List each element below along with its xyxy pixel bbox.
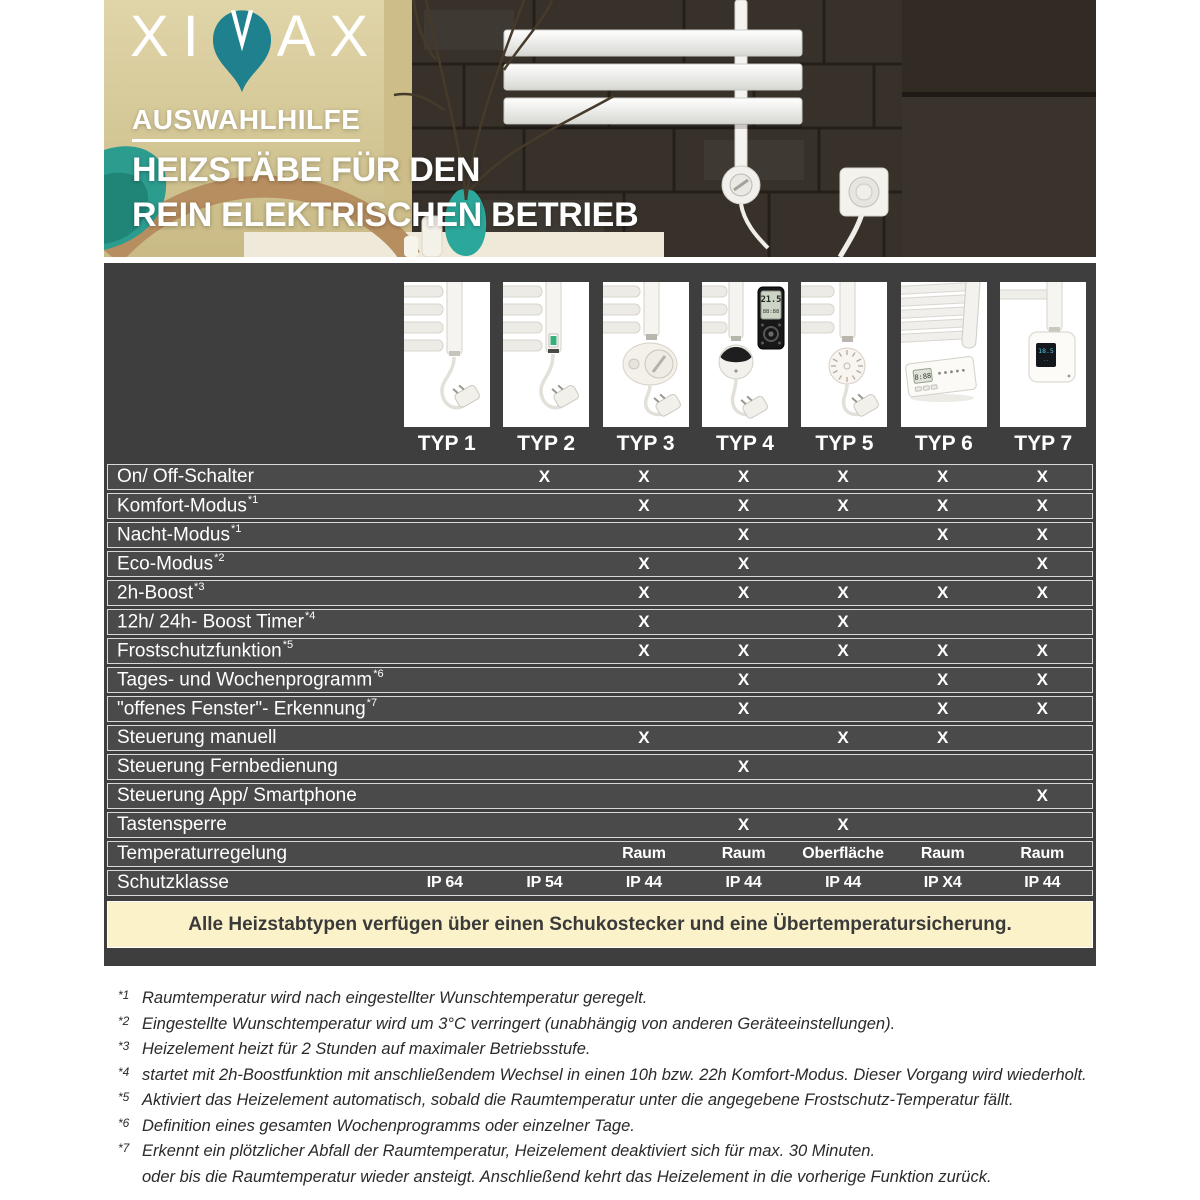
cell-typ5: IP 44 [825,874,862,891]
type-label-row [107,427,1093,461]
footnote-ref: *7 [366,696,378,709]
cell-typ5: X [837,612,849,631]
row-label: Temperaturregelung [117,843,288,864]
cell-typ4: X [737,583,750,602]
hero-banner [104,0,1096,257]
cell-typ5: X [837,496,849,515]
product-image-typ2 [496,282,595,427]
column-header-typ2: TYP 2 [517,432,576,455]
typ3-heating-rod-illustration [603,282,689,427]
feature-row-8 [107,696,1093,722]
logo-text-right: AX [276,4,383,69]
footnote-marker: *1 [118,988,130,1002]
typ2-led-indicator [551,336,557,345]
typ6-control-panel-illustration [901,282,987,427]
svg-text:8:88: 8:88 [913,371,932,382]
cell-typ6: X [937,699,949,718]
cell-typ6: X [937,467,949,486]
row-label: 2h-Boost$^{*3}$ [117,580,205,604]
cell-typ4: X [737,496,750,515]
row-label: "offenes Fenster"- Erkennung$^{*7}$ [117,696,378,720]
cell-typ4: Raum [721,845,766,862]
cell-typ7: X [1036,554,1048,573]
column-header-typ5: TYP 5 [815,432,874,455]
product-image-typ5 [795,282,894,427]
footnote-ref: *1 [231,522,242,535]
row-label: Komfort-Modus$^{*1}$ [117,493,259,517]
cell-typ3: X [638,554,650,573]
feature-row-14 [107,870,1093,896]
column-header-typ1: TYP 1 [417,432,476,455]
cell-typ4: X [737,554,750,573]
cell-typ7: X [1036,670,1048,689]
cell-typ6: X [937,525,949,544]
row-label: Frostschutzfunktion$^{*5}$ [117,638,294,662]
footnote-line-6 [118,1141,1118,1167]
cell-typ5: X [837,583,849,602]
cell-typ5: X [837,815,849,834]
svg-text:--: -- [1043,358,1050,364]
row-label: Tastensperre [117,814,227,835]
footnote-text: Heizelement heizt für 2 Stunden auf maximaler Betriebsstufe. [142,1040,591,1058]
footnote-marker: *3 [118,1039,130,1053]
footnote-line-2 [118,1039,1118,1065]
product-image-typ1 [397,282,496,427]
row-label: On/ Off-Schalter [117,466,254,487]
footnote-line-6-cont [118,1167,1118,1193]
hero-title-line2: REIN ELEKTRISCHEN BETRIEB [132,196,639,234]
feature-row-0 [107,464,1093,490]
footnote-ref: *6 [373,667,384,680]
feature-rows [107,464,1093,896]
column-header-typ4: TYP 4 [715,432,774,455]
product-image-typ4 [695,282,794,427]
logo-text-left: XI [130,4,213,69]
typ4-remote-control [758,287,784,349]
feature-row-4 [107,580,1093,606]
footnote-line-5 [118,1116,1118,1142]
footnote-marker: *7 [118,1141,130,1155]
footnote-text: startet mit 2h-Boostfunktion mit anschließendem Wechsel in einen 10h bzw. 22h Komfort-Modus. Dieser Vorgang wird wiederholt. [142,1065,1087,1084]
footnote-ref: *3 [194,580,205,593]
cell-typ6: X [937,583,949,602]
cell-typ3: X [638,496,650,515]
info-banner: Alle Heizstabtypen verfügen über einen Schukostecker und eine Übertemperatursicherung. [107,901,1093,948]
typ2-heating-rod-illustration [503,282,589,427]
cell-typ1: IP 64 [426,874,463,891]
product-image-row [107,263,1093,427]
footnote-text: Aktiviert das Heizelement automatisch, sobald die Raumtemperatur unter die angegebene Frostschutz-Temperatur fällt. [142,1091,1014,1109]
hero-title [132,148,638,238]
typ1-heating-rod-illustration [404,282,490,427]
cell-typ4: X [737,815,750,834]
cell-typ6: X [937,641,949,660]
cell-typ4: X [737,525,750,544]
column-header-typ3: TYP 3 [616,432,675,455]
feature-row-5 [107,609,1093,635]
footnote-text: Raumtemperatur wird nach eingestellter Wunschtemperatur geregelt. [142,989,648,1007]
footnotes-list [118,988,1118,1192]
cell-typ3: Raum [622,845,666,862]
typ5-heating-rod-illustration [801,282,887,427]
cell-typ6: X [937,670,949,689]
cell-typ5: Oberfläche [802,845,884,862]
hero-cabinet [902,0,1096,257]
footnote-line-0 [118,988,1118,1014]
row-label: Steuerung App/ Smartphone [117,785,357,806]
cell-typ6: Raum [920,845,965,862]
footnote-text: Definition eines gesamten Wochenprogramms oder einzelner Tage. [142,1116,635,1135]
footnote-line-1 [118,1014,1118,1040]
footnote-text: Eingestellte Wunschtemperatur wird um 3°C verringert (unabhängig von anderen Geräteeinstellungen). [142,1014,896,1033]
feature-row-2 [107,522,1093,548]
footnote-ref: *5 [282,638,294,651]
cell-typ3: X [638,728,650,747]
footnote-text: oder bis die Raumtemperatur wieder ansteigt. Anschließend kehrt das Heizelement in die vorherige Funktion zurück. [142,1167,992,1186]
ximax-logo [130,4,383,96]
product-image-typ3 [596,282,695,427]
cell-typ7: X [1036,786,1048,805]
hero-eyebrow: AUSWAHLHILFE [132,104,360,142]
cell-typ7: X [1036,699,1048,718]
cell-typ3: X [638,641,650,660]
cell-typ7: X [1036,641,1048,660]
feature-row-11 [107,783,1093,809]
row-label: Steuerung manuell [117,727,277,748]
svg-text:18.5: 18.5 [1038,347,1055,355]
footnote-marker: *5 [118,1090,130,1104]
cell-typ4: X [737,699,750,718]
cell-typ3: X [638,467,650,486]
cell-typ4: X [737,641,750,660]
cell-typ6: X [937,496,949,515]
cell-typ6: IP X4 [923,874,962,891]
product-image-typ6 [894,282,993,427]
row-label: Schutzklasse [117,872,229,893]
cell-typ6: X [937,728,949,747]
cell-typ4: IP 44 [725,874,762,891]
column-header-typ7: TYP 7 [1014,432,1073,455]
cell-typ7: X [1036,525,1048,544]
feature-row-9 [107,725,1093,751]
footnote-marker: *4 [118,1064,130,1079]
cell-typ3: IP 44 [625,874,662,891]
column-header-typ6: TYP 6 [914,432,973,455]
feature-row-12 [107,812,1093,838]
row-label: Nacht-Modus$^{*1}$ [117,522,242,546]
footnote-line-4 [118,1090,1118,1116]
cell-typ5: X [837,641,849,660]
feature-row-13 [107,841,1093,867]
footnote-marker: *6 [118,1115,130,1130]
typ6-panel [905,356,977,397]
svg-text:88:88: 88:88 [762,309,780,315]
cell-typ7: X [1036,496,1048,515]
product-image-typ7 [994,282,1093,427]
row-label: Tages- und Wochenprogramm$^{*6}$ [117,667,384,691]
footnote-text: Erkennt ein plötzlicher Abfall der Raumtemperatur, Heizelement deaktiviert sich für max. 30 Minuten. [142,1142,876,1160]
row-label: Steuerung Fernbedienung [117,756,338,777]
cell-typ3: X [638,583,650,602]
cell-typ7: IP 44 [1024,874,1061,891]
hero-title-line1: HEIZSTÄBE FÜR DEN [132,151,481,189]
product-row-spacer [107,282,397,427]
cell-typ7: X [1036,583,1048,602]
feature-row-6 [107,638,1093,664]
feature-row-7 [107,667,1093,693]
row-label: Eco-Modus$^{*2}$ [117,551,225,575]
footnote-line-3 [118,1065,1118,1091]
feature-row-1 [107,493,1093,519]
cell-typ2: IP 54 [526,874,563,891]
footnote-marker: *2 [118,1013,130,1028]
typ7-smart-box-illustration [1000,282,1086,427]
comparison-table [104,263,1096,966]
cell-typ7: X [1036,467,1048,486]
footnote-ref: *4 [304,609,316,622]
cell-typ2: X [538,467,551,486]
feature-row-10 [107,754,1093,780]
cell-typ7: Raum [1020,845,1065,862]
svg-text:21.5: 21.5 [760,295,782,305]
feature-row-3 [107,551,1093,577]
cell-typ3: X [638,612,650,631]
hero-panel-radiator [504,30,802,129]
cell-typ5: X [837,467,849,486]
cell-typ4: X [737,757,750,776]
ximax-logo-pin-icon [209,8,275,96]
footnote-ref: *1 [247,493,259,506]
typ4-heating-rod-illustration [702,282,788,427]
row-label: 12h/ 24h- Boost Timer$^{*4}$ [117,609,316,633]
footnote-ref: *2 [214,551,225,564]
cell-typ4: X [737,467,750,486]
cell-typ5: X [837,728,849,747]
cell-typ4: X [737,670,750,689]
